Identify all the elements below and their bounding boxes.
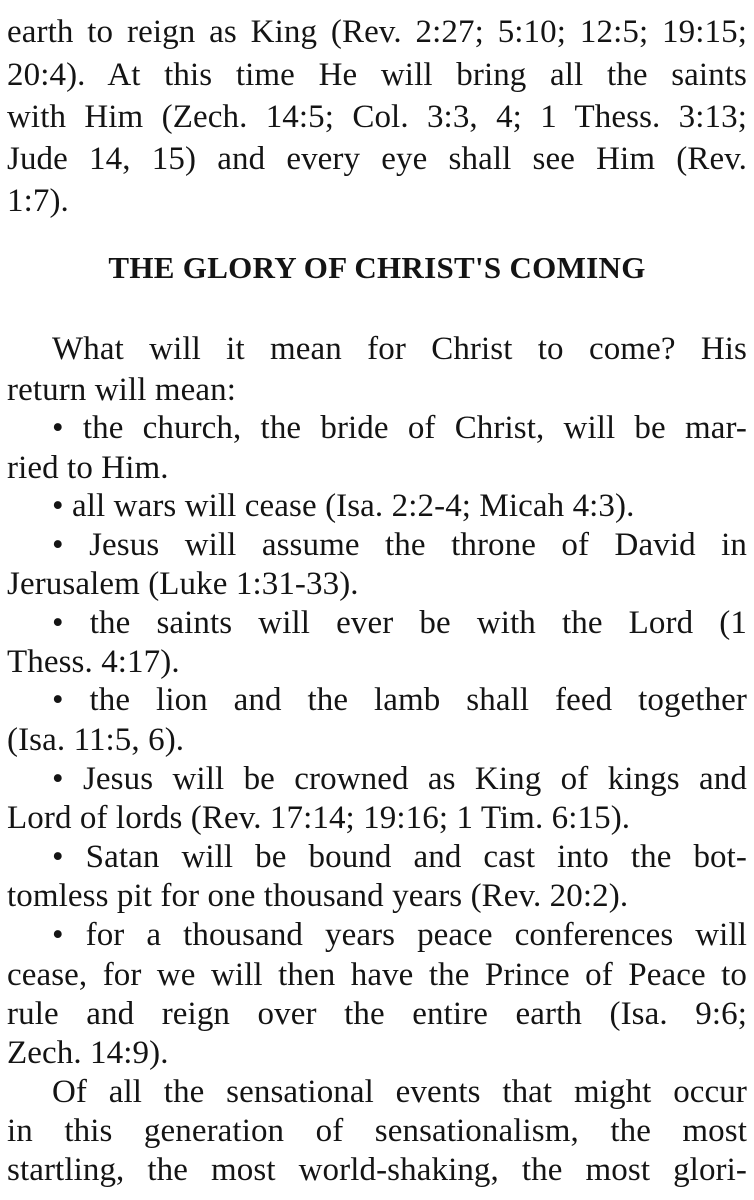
question-line: What will it mean for Christ to come? His [52,331,747,367]
bullet-line: • the lion and the lamb shall feed together [52,682,747,718]
bullet-line: • Jesus will be crowned as King of kings and [52,761,747,797]
intro-line: 20:4). At this time He will bring all the saints [7,57,747,93]
bullet-line: • for a thousand years peace conferences will [52,917,747,953]
closing-line: startling, the most world-shaking, the most glori- [7,1152,747,1188]
bullet-line: (Isa. 11:5, 6). [7,722,185,758]
bullet-line: cease, for we will then have the Prince of Peace to [7,957,747,993]
bullet-line: ried to Him. [7,450,169,486]
bullet-line: • the saints will ever be with the Lord (1 [52,605,747,641]
question-line: return will mean: [7,372,236,408]
bullet-line: • all wars will cease (Isa. 2:2-4; Micah 4:3). [52,488,635,524]
bullet-line: tomless pit for one thousand years (Rev. 20:2). [7,878,629,914]
intro-line: earth to reign as King (Rev. 2:27; 5:10; 12:5; 19:15; [7,14,747,50]
closing-line: in this generation of sensationalism, the most [7,1113,747,1149]
bullet-line: Zech. 14:9). [7,1035,169,1071]
bullet-line: Lord of lords (Rev. 17:14; 19:16; 1 Tim. 6:15). [7,800,631,836]
bullet-line: • Satan will be bound and cast into the bot- [52,839,747,875]
closing-line: Of all the sensational events that might occur [52,1074,747,1110]
intro-line: with Him (Zech. 14:5; Col. 3:3, 4; 1 Thess. 3:13; [7,99,747,135]
section-heading: THE GLORY OF CHRIST'S COMING [108,250,646,285]
bullet-line: Jerusalem (Luke 1:31-33). [7,566,359,602]
bullet-line: • Jesus will assume the throne of David in [52,527,747,563]
bullet-line: Thess. 4:17). [7,644,180,680]
intro-line: Jude 14, 15) and every eye shall see Him (Rev. [7,141,747,177]
bullet-line: rule and reign over the entire earth (Isa. 9:6; [7,996,747,1032]
bullet-line: • the church, the bride of Christ, will be mar- [52,410,747,446]
intro-line: 1:7). [7,183,69,219]
